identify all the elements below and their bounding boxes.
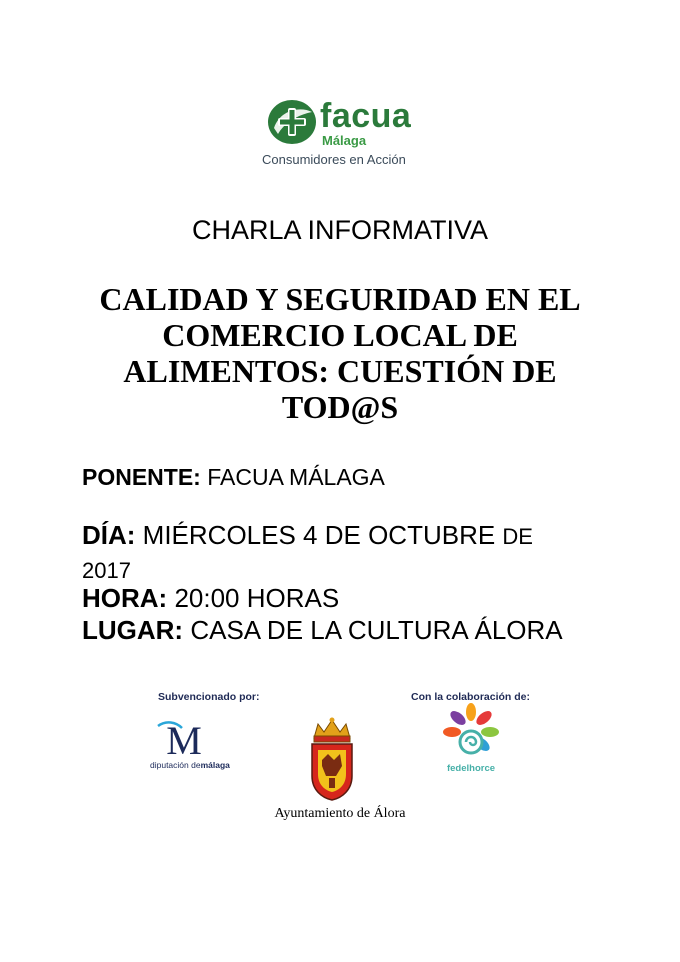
date-year: 2017 [82, 558, 131, 583]
diputacion-prefix: diputación de [150, 760, 201, 770]
diputacion-logo [148, 720, 228, 772]
venue-value: CASA DE LA CULTURA ÁLORA [190, 615, 563, 645]
subsidized-by-label: Subvencionado por: [158, 691, 260, 703]
time-value: 20:00 HORAS [174, 583, 340, 613]
diputacion-m-icon [156, 720, 212, 758]
diputacion-text [150, 760, 230, 770]
facua-city-text: Málaga [322, 133, 367, 148]
collaboration-label: Con la colaboración de: [411, 691, 531, 703]
date-value: MIÉRCOLES 4 DE OCTUBRE [142, 520, 496, 550]
title-line: CALIDAD Y SEGURIDAD EN EL [99, 281, 581, 317]
title-line: ALIMENTOS: CUESTIÓN DE [123, 353, 557, 389]
fedelhorce-text: fedelhorce [446, 763, 496, 774]
speaker-line [82, 462, 642, 492]
event-title [80, 281, 600, 425]
time-label: HORA: [82, 583, 168, 613]
diputacion-name: málaga [200, 760, 230, 770]
event-kicker: CHARLA INFORMATIVA [191, 215, 489, 245]
facua-plus-leaf-icon [266, 98, 318, 146]
date-line [82, 519, 642, 587]
facua-brand-text: facua [320, 97, 412, 135]
date-value-connector: DE [502, 524, 533, 549]
speaker-value: FACUA MÁLAGA [207, 464, 385, 490]
fedelhorce-logo [438, 702, 504, 776]
date-label: DÍA: [82, 520, 136, 550]
svg-text:M: M [166, 720, 202, 758]
speaker-label: PONENTE: [82, 464, 201, 490]
facua-tagline: Consumidores en Acción [262, 152, 406, 167]
coat-of-arms-icon [304, 716, 360, 802]
title-line: COMERCIO LOCAL DE [162, 317, 518, 353]
venue-label: LUGAR: [82, 615, 184, 645]
ayuntamiento-label: Ayuntamiento de Álora [274, 806, 406, 821]
title-line: TOD@S [281, 389, 399, 425]
time-line [82, 582, 642, 614]
venue-line [82, 614, 642, 646]
fedelhorce-flower-icon [442, 702, 500, 762]
facua-logo [262, 96, 422, 172]
